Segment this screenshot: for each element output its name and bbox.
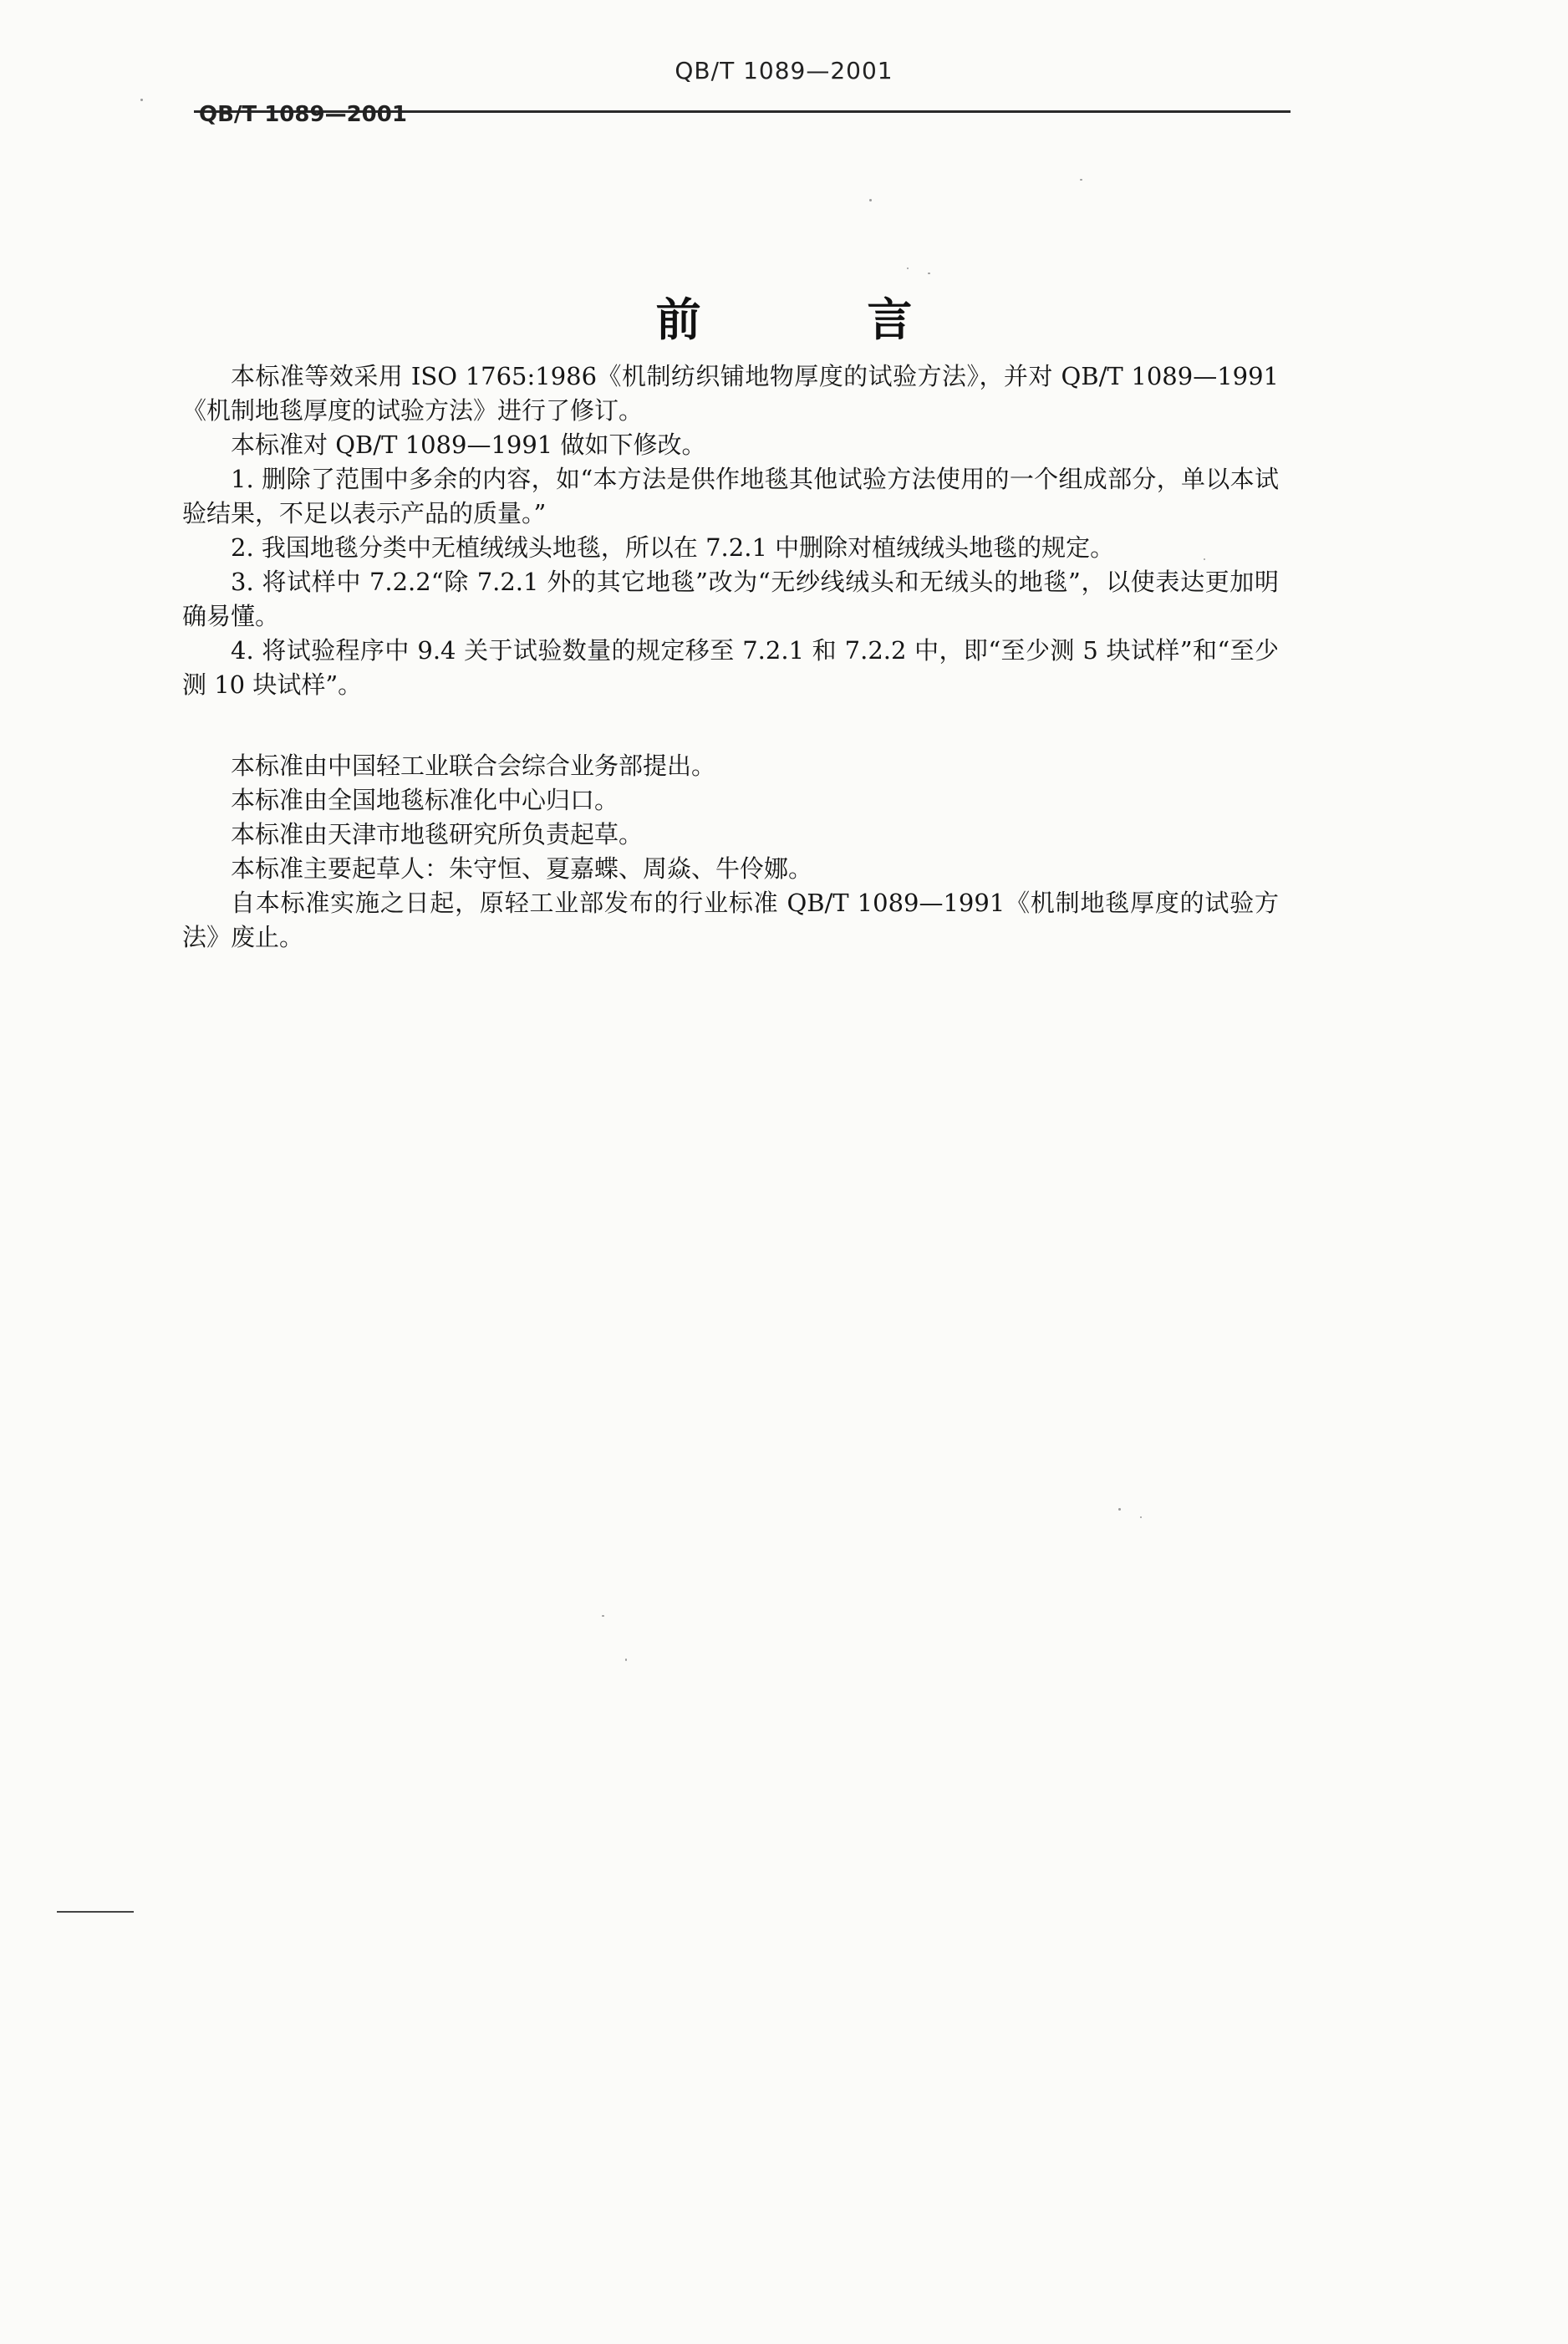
scan-speck: [1080, 179, 1082, 181]
scan-speck: [907, 268, 909, 269]
paragraph-abolition: 自本标准实施之日起，原轻工业部发布的行业标准 QB/T 1089—1991《机制地毯厚度的试验方法》废止。: [182, 889, 1279, 951]
scan-speck: [928, 273, 930, 274]
paragraph-equivalence: 本标准等效采用 ISO 1765:1986《机制纺织铺地物厚度的试验方法》，并对 QB/T 1089—1991《机制地毯厚度的试验方法》进行了修订。: [182, 362, 1279, 425]
foreword-body: [182, 359, 1279, 955]
paragraph-modification-4: 4. 将试验程序中 9.4 关于试验数量的规定移至 7.2.1 和 7.2.2 中，即“至少测 5 块试样”和“至少测 10 块试样”。: [182, 636, 1279, 699]
paragraph-proposed-by: 本标准由中国轻工业联合会综合业务部提出。: [231, 752, 716, 780]
scan-speck: [1118, 1508, 1121, 1511]
running-header-code: QB/T 1089—2001: [675, 57, 893, 84]
paragraph-drafted-by: 本标准由天津市地毯研究所负责起草。: [231, 820, 644, 848]
section-title: 前 言: [655, 293, 988, 346]
standard-code: QB/T 1089—2001: [199, 102, 407, 127]
scan-speck: [602, 1615, 604, 1617]
scan-speck: [140, 99, 143, 101]
footnote-rule: [57, 1911, 134, 1913]
paragraph-modification-1: 1. 删除了范围中多余的内容，如“本方法是供作地毯其他试验方法使用的一个组成部分，单以本试验结果，不足以表示产品的质量。”: [182, 465, 1279, 527]
paragraph-modification-3: 3. 将试样中 7.2.2“除 7.2.1 外的其它地毯”改为“无纱线绒头和无绒头的地毯”，以使表达更加明确易懂。: [182, 568, 1279, 630]
scan-speck: [1140, 1516, 1142, 1518]
scan-speck: [869, 199, 872, 201]
paragraph-gap: [182, 702, 1279, 749]
scan-speck: [1204, 558, 1205, 560]
paragraph-modifications-intro: 本标准对 QB/T 1089—1991 做如下修改。: [231, 431, 706, 459]
paragraph-modification-2: 2. 我国地毯分类中无植绒绒头地毯，所以在 7.2.1 中删除对植绒绒头地毯的规定。: [231, 533, 1115, 562]
paragraph-centralized-by: 本标准由全国地毯标准化中心归口。: [231, 786, 619, 814]
scan-speck: [625, 1659, 627, 1661]
paragraph-drafters: 本标准主要起草人：朱守恒、夏嘉蝶、周焱、牛伶娜。: [231, 854, 813, 883]
